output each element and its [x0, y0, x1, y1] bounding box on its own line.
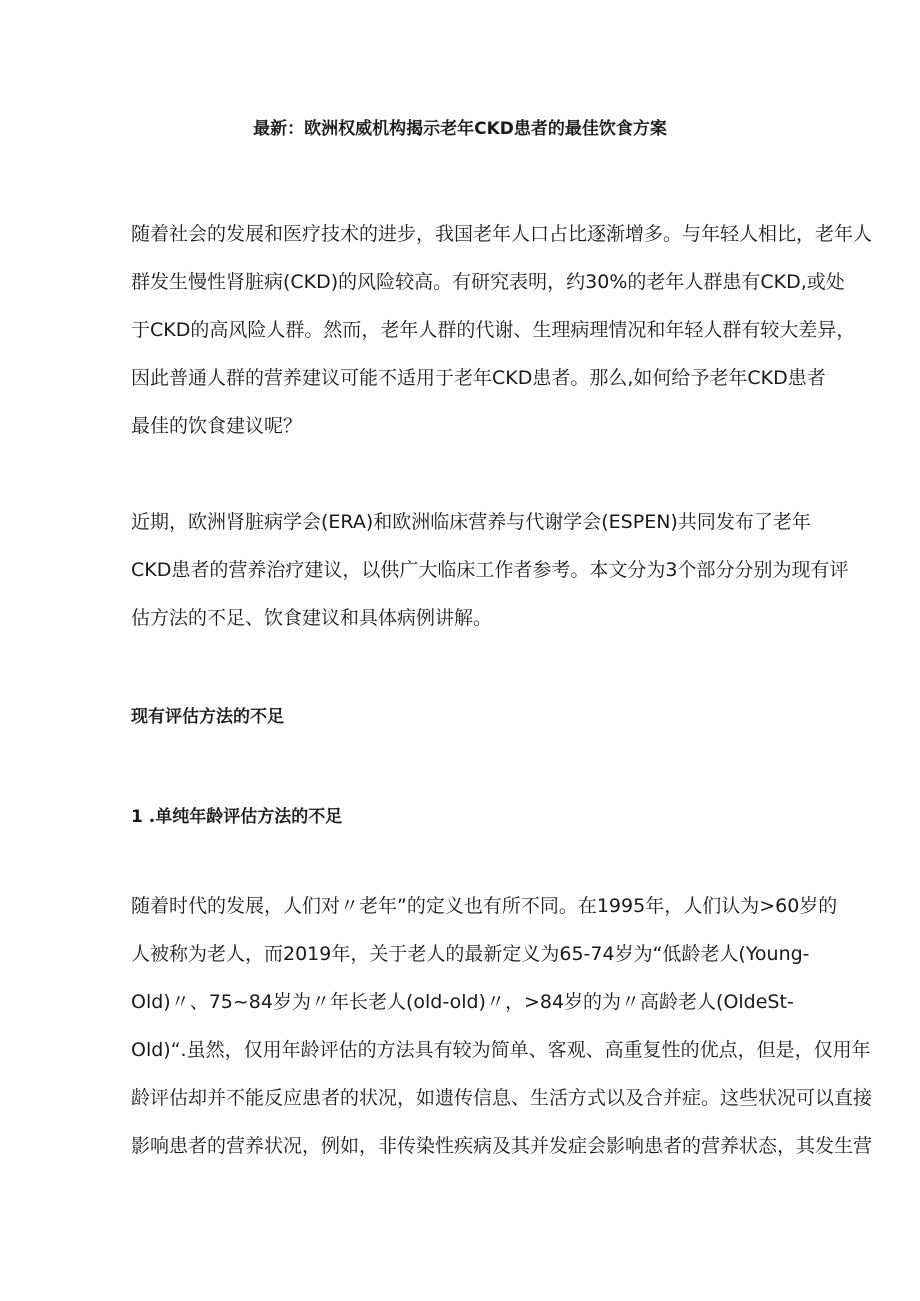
- paragraph-line: 龄评估却并不能反应患者的状况，如遗传信息、生活方式以及合并症。这些状况可以直接: [131, 1087, 873, 1109]
- paragraph-line: 估方法的不足、饮食建议和具体病例讲解。: [131, 607, 493, 629]
- subsection-heading: 1 .单纯年龄评估方法的不足: [131, 807, 343, 827]
- paragraph-line: 近期，欧洲肾脏病学会(ERA)和欧洲临床营养与代谢学会(ESPEN)共同发布了老年: [131, 511, 811, 533]
- paragraph-line: 群发生慢性肾脏病(CKD)的风险较高。有研究表明，约30%的老年人群患有CKD,或处: [131, 271, 845, 293]
- paragraph-line: 于CKD的高风险人群。然而，老年人群的代谢、生理病理情况和年轻人群有较大差异，: [131, 319, 856, 341]
- paragraph-line: 最佳的饮食建议呢？: [131, 415, 303, 437]
- article-title: 最新：欧洲权威机构揭示老年CKD患者的最佳饮食方案: [253, 119, 667, 139]
- intro-paragraph: [131, 210, 873, 450]
- background-paragraph: [131, 498, 849, 642]
- paragraph-line: 随着时代的发展，人们对〃老年”的定义也有所不同。在1995年，人们认为>60岁的: [131, 895, 838, 917]
- age-assessment-paragraph: [131, 882, 873, 1170]
- paragraph-line: 人被称为老人，而2019年，关于老人的最新定义为65-74岁为“低龄老人(Young-: [131, 943, 810, 965]
- paragraph-line: Old)“.虽然，仅用年龄评估的方法具有较为简单、客观、高重复性的优点，但是，仅用年: [131, 1039, 871, 1061]
- section-heading: 现有评估方法的不足: [131, 707, 284, 727]
- paragraph-line: 影响患者的营养状况，例如，非传染性疾病及其并发症会影响患者的营养状态，其发生营: [131, 1135, 873, 1157]
- paragraph-line: 因此普通人群的营养建议可能不适用于老年CKD患者。那么,如何给予老年CKD患者: [131, 367, 826, 389]
- paragraph-line: 随着社会的发展和医疗技术的进步，我国老年人口占比逐渐增多。与年轻人相比，老年人: [131, 223, 873, 245]
- paragraph-line: Old)〃、75~84岁为〃年长老人(old-old)〃，>84岁的为〃高龄老人(OldeSt-: [131, 991, 794, 1013]
- paragraph-line: CKD患者的营养治疗建议，以供广大临床工作者参考。本文分为3个部分分别为现有评: [131, 559, 849, 581]
